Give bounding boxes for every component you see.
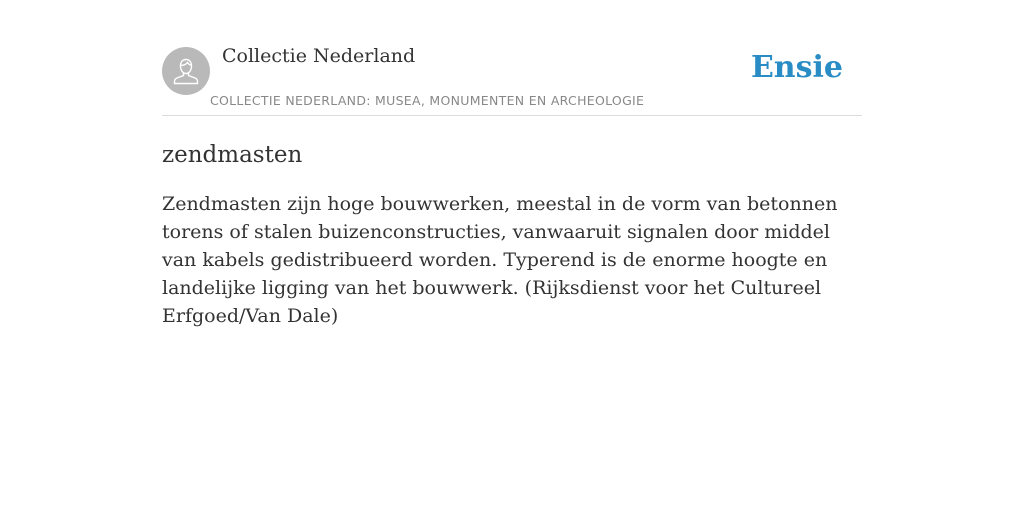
entry-definition: Zendmasten zijn hoge bouwwerken, meestal in de vorm van betonnen torens of stalen buizenconstructies, vanwaaruit signalen door middel van kabels gedistribueerd worden. Typerend is de enorme hoogte en landelijke ligging van het bouwwerk. (Rijksdienst voor het Cultureel Erfgoed/Van Dale) <box>162 193 838 327</box>
avatar[interactable] <box>162 47 210 95</box>
author-name[interactable]: Collectie Nederland <box>222 45 416 67</box>
entry-term: zendmasten <box>162 142 303 168</box>
page-header <box>162 0 862 116</box>
author-subtitle: COLLECTIE NEDERLAND: MUSEA, MONUMENTEN EN ARCHEOLOGIE <box>210 93 645 108</box>
content-container <box>162 0 862 330</box>
brand-logo[interactable]: Ensie <box>750 50 843 85</box>
user-icon <box>173 57 199 85</box>
